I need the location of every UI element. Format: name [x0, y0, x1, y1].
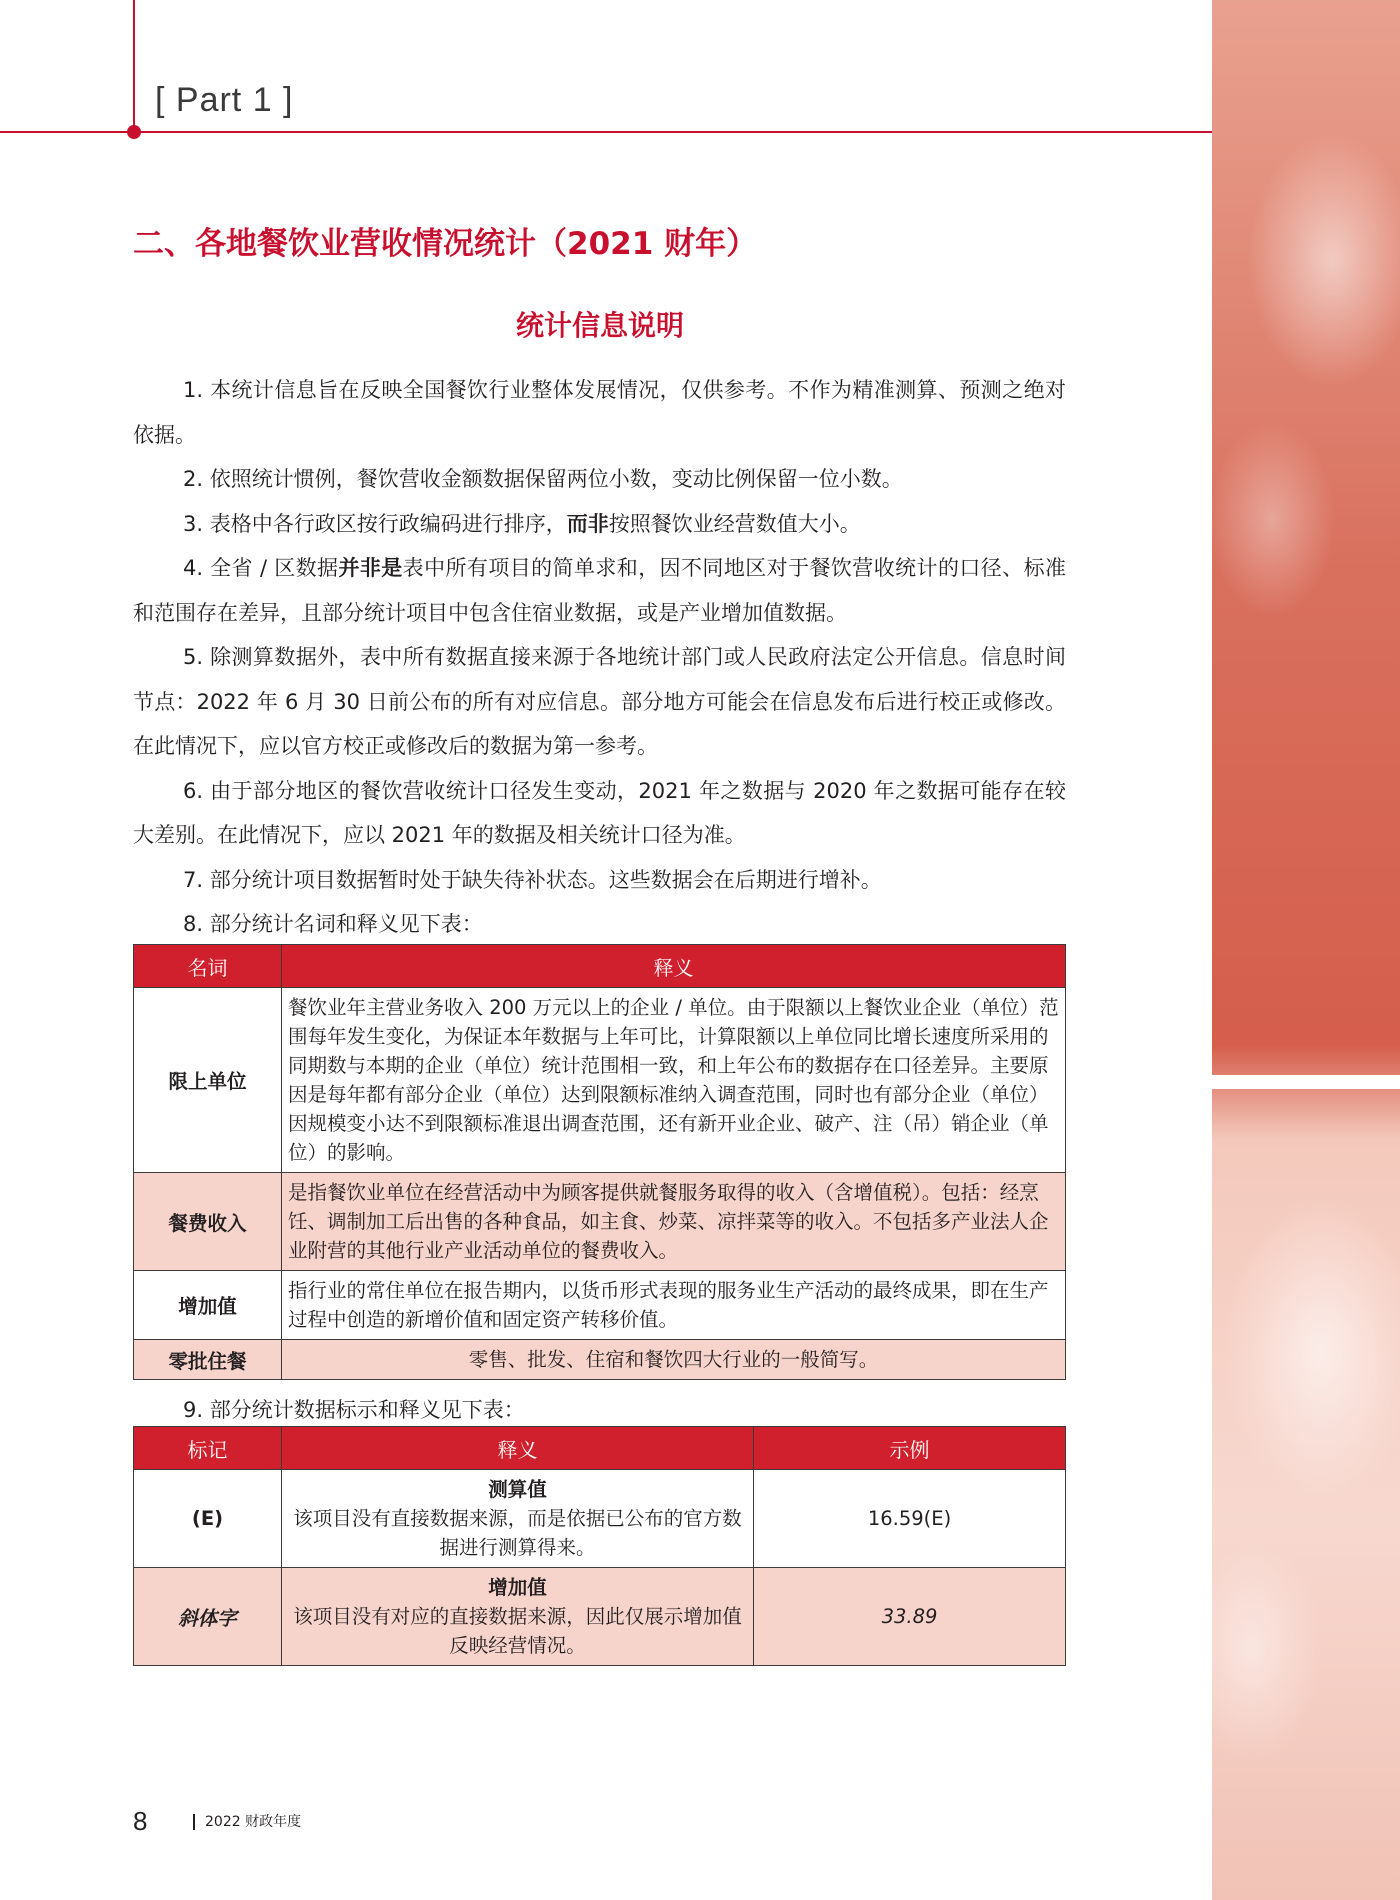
header-example: 示例 [754, 1427, 1066, 1470]
terms-table-header [134, 945, 1066, 988]
note-3-part-c: 按照餐饮业经营数值大小。 [608, 511, 861, 536]
note-9: 9. 部分统计数据标示和释义见下表： [183, 1398, 525, 1422]
definition-text: 该项目没有对应的直接数据来源，因此仅展示增加值反映经营情况。 [293, 1605, 742, 1657]
header-vertical-rule [133, 0, 135, 133]
note-1: 1. 本统计信息旨在反映全国餐饮行业整体发展情况，仅供参考。不作为精准测算、预测之绝对依据。 [133, 378, 1066, 447]
note-4-part-c: 表中所有项目的简单求和，因不同地区对于餐饮营收统计的口径、标准和范围存在差异，且部分统计项目中包含住宿业数据，或是产业增加值数据。 [133, 556, 1067, 625]
note-8: 8. 部分统计名词和释义见下表： [183, 912, 483, 936]
header-term: 名词 [134, 945, 282, 988]
header-mark: 标记 [134, 1427, 282, 1470]
table-row [134, 1173, 1066, 1271]
header-rule-dot [127, 125, 141, 139]
part-label: [ Part 1 ] [155, 81, 294, 119]
definition-cell [282, 1568, 754, 1666]
note-3-part-a: 3. 表格中各行政区按行政编码进行排序， [183, 511, 567, 536]
footer-separator [193, 1814, 195, 1830]
marks-table-header [134, 1427, 1066, 1470]
definition-cell: 是指餐饮业单位在经营活动中为顾客提供就餐服务取得的收入（含增值税）。包括：经烹饪、调制加工后出售的各种食品，如主食、炒菜、凉拌菜等的收入。不包括多产业法人企业附营的其他行业产业活动单位的餐费收入。 [282, 1173, 1066, 1271]
side-decorative-photo [1212, 0, 1400, 1900]
definition-title: 测算值 [488, 1478, 547, 1501]
header-horizontal-rule [0, 131, 1212, 133]
term-cell: 餐费收入 [134, 1173, 282, 1271]
note-2: 2. 依照统计惯例，餐饮营收金额数据保留两位小数，变动比例保留一位小数。 [183, 467, 903, 491]
table-row [134, 1470, 1066, 1568]
definition-text: 该项目没有直接数据来源，而是依据已公布的官方数据进行测算得来。 [293, 1507, 742, 1559]
definition-cell: 餐饮业年主营业务收入 200 万元以上的企业 / 单位。由于限额以上餐饮业企业（单位）范围每年发生变化，为保证本年数据与上年可比，计算限额以上单位同比增长速度所采用的同期数与本期的企业（单位）统计范围相一致，和上年公布的数据存在口径差异。主要原因是每年都有部分企业（单位）达到限额标准纳入调查范围，同时也有部分企业（单位）因规模变小达不到限额标准退出调查范围，还有新开业企业、破产、注（吊）销企业（单位）的影响。 [282, 988, 1066, 1173]
example-cell: 33.89 [754, 1568, 1066, 1666]
note-5: 5. 除测算数据外，表中所有数据直接来源于各地统计部门或人民政府法定公开信息。信息时间节点：2022 年 6 月 30 日前公布的所有对应信息。部分地方可能会在信息发布后进行校正或修改。在此情况下，应以官方校正或修改后的数据为第一参考。 [133, 645, 1066, 758]
notes-body [133, 368, 1066, 947]
note-3-emphasis: 而非 [566, 511, 609, 536]
definition-cell: 零售、批发、住宿和餐饮四大行业的一般简写。 [282, 1340, 1066, 1380]
note-4 [133, 546, 1066, 635]
table-row [134, 988, 1066, 1173]
header-definition: 释义 [282, 945, 1066, 988]
publication-name: 2022 财政年度 [205, 1814, 302, 1830]
note-4-emphasis: 并非是 [338, 556, 403, 580]
definition-cell: 指行业的常住单位在报告期内，以货币形式表现的服务业生产活动的最终成果，即在生产过程中创造的新增价值和固定资产转移价值。 [282, 1271, 1066, 1340]
note-7: 7. 部分统计项目数据暂时处于缺失待补状态。这些数据会在后期进行增补。 [183, 867, 882, 892]
note-3 [133, 502, 1066, 547]
term-cell: 限上单位 [134, 988, 282, 1173]
photo-divider [1212, 1075, 1400, 1089]
page-number: 8 [133, 1806, 148, 1836]
marks-table [133, 1426, 1066, 1666]
definition-title: 增加值 [488, 1576, 547, 1599]
table-row [134, 1568, 1066, 1666]
term-cell: 增加值 [134, 1271, 282, 1340]
term-cell: 零批住餐 [134, 1340, 282, 1380]
table-row [134, 1340, 1066, 1380]
table-row [134, 1271, 1066, 1340]
mark-cell: (E) [134, 1470, 282, 1568]
terms-table [133, 944, 1066, 1380]
header-definition: 释义 [282, 1427, 754, 1470]
note-4-part-a: 4. 全省 / 区数据 [183, 556, 339, 580]
section-title: 二、各地餐饮业营收情况统计（2021 财年） [133, 226, 758, 262]
note-6: 6. 由于部分地区的餐饮营收统计口径发生变动，2021 年之数据与 2020 年之数据可能存在较大差别。在此情况下，应以 2021 年的数据及相关统计口径为准。 [133, 778, 1066, 847]
definition-cell [282, 1470, 754, 1568]
mark-cell: 斜体字 [134, 1568, 282, 1666]
example-cell: 16.59(E) [754, 1470, 1066, 1568]
sub-title: 统计信息说明 [515, 309, 684, 342]
